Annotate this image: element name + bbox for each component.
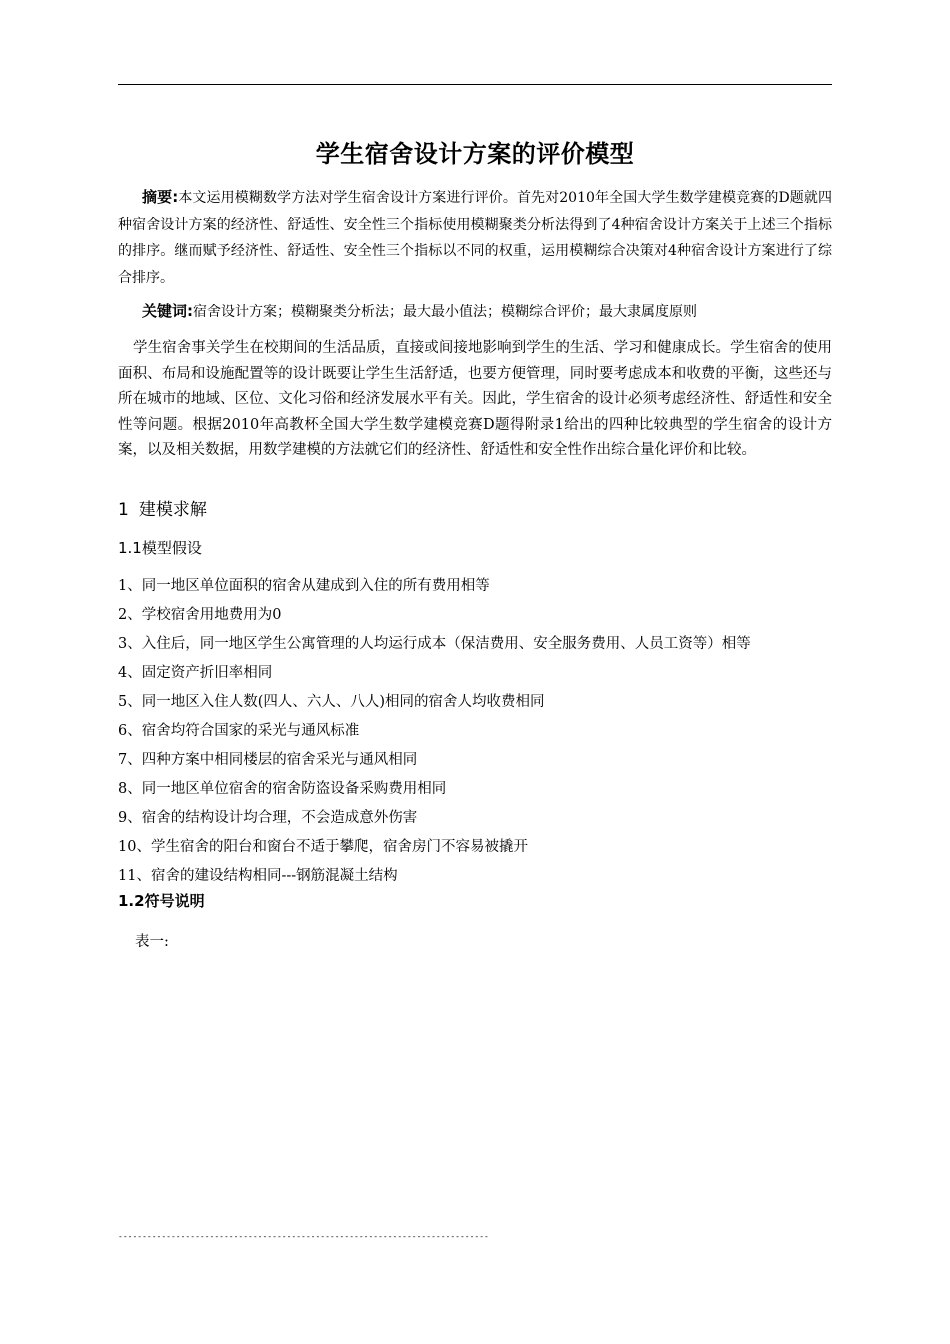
subsection-heading-symbols: 1.2符号说明 [118,892,205,910]
section-heading [118,497,207,523]
header-rule [118,84,832,85]
subsection-heading-assumptions: 1.1模型假设 [118,539,202,557]
list-item: 3、入住后，同一地区学生公寓管理的人均运行成本（保洁费用、安全服务费用、人员工资等）相等 [118,636,751,652]
document-title: 学生宿舍设计方案的评价模型 [315,140,635,168]
list-item: 2、学校宿舍用地费用为0 [118,607,282,623]
document-page [118,0,832,1344]
list-item: 11、宿舍的建设结构相同---钢筋混凝土结构 [118,868,398,884]
list-item: 1、同一地区单位面积的宿舍从建成到入住的所有费用相等 [118,578,490,594]
list-item: 6、宿舍均符合国家的采光与通风标准 [118,723,360,739]
keywords-text: 宿舍设计方案；模糊聚类分析法；最大最小值法；模糊综合评价；最大隶属度原则 [193,304,697,320]
list-item: 8、同一地区单位宿舍的宿舍防盗设备采购费用相同 [118,781,447,797]
keywords-paragraph [118,298,832,325]
intro-paragraph: 学生宿舍事关学生在校期间的生活品质，直接或间接地影响到学生的生活、学习和健康成长。学生宿舍的使用面积、布局和设施配置等的设计既要让学生生活舒适，也要方便管理，同时要考虑成本和收费的平衡，这些还与所在城市的地域、区位、文化习俗和经济发展水平有关。因此，学生宿舍的设计必须考虑经济性、舒适性和安全性等问题。根据2010年高教杯全国大学生数学建模竞赛D题得附录1给出的四种比较典型的学生宿舍的设计方案，以及相关数据，用数学建模的方法就它们的经济性、舒适性和安全性作出综合量化评价和比较。 [118,340,832,458]
list-item: 5、同一地区入住人数(四人、六人、八人)相同的宿舍人均收费相同 [118,694,545,710]
table-caption: 表一: [135,934,169,950]
abstract-label: 摘要: [142,188,179,206]
abstract-text: 本文运用模糊数学方法对学生宿舍设计方案进行评价。首先对2010年全国大学生数学建模竞赛的D题就四种宿舍设计方案的经济性、舒适性、安全性三个指标使用模糊聚类分析法得到了4种宿舍设计方案关于上述三个指标的排序。继而赋予经济性、舒适性、安全性三个指标以不同的权重，运用模糊综合决策对4种宿舍设计方案进行了综合排序。 [118,190,832,286]
assumption-list [118,572,832,891]
abstract-paragraph [118,184,832,291]
list-item: 7、四种方案中相同楼层的宿舍采光与通风相同 [118,752,418,768]
list-item: 4、固定资产折旧率相同 [118,665,273,681]
section-number: 1 [118,500,129,520]
section-title: 建模求解 [138,500,207,520]
list-item: 10、学生宿舍的阳台和窗台不适于攀爬，宿舍房门不容易被撬开 [118,839,528,855]
keywords-label: 关键词: [142,302,193,320]
list-item: 9、宿舍的结构设计均合理，不会造成意外伤害 [118,810,418,826]
footer-dashed-rule: ----------------------------------------------------------------------------- [118,1232,489,1241]
